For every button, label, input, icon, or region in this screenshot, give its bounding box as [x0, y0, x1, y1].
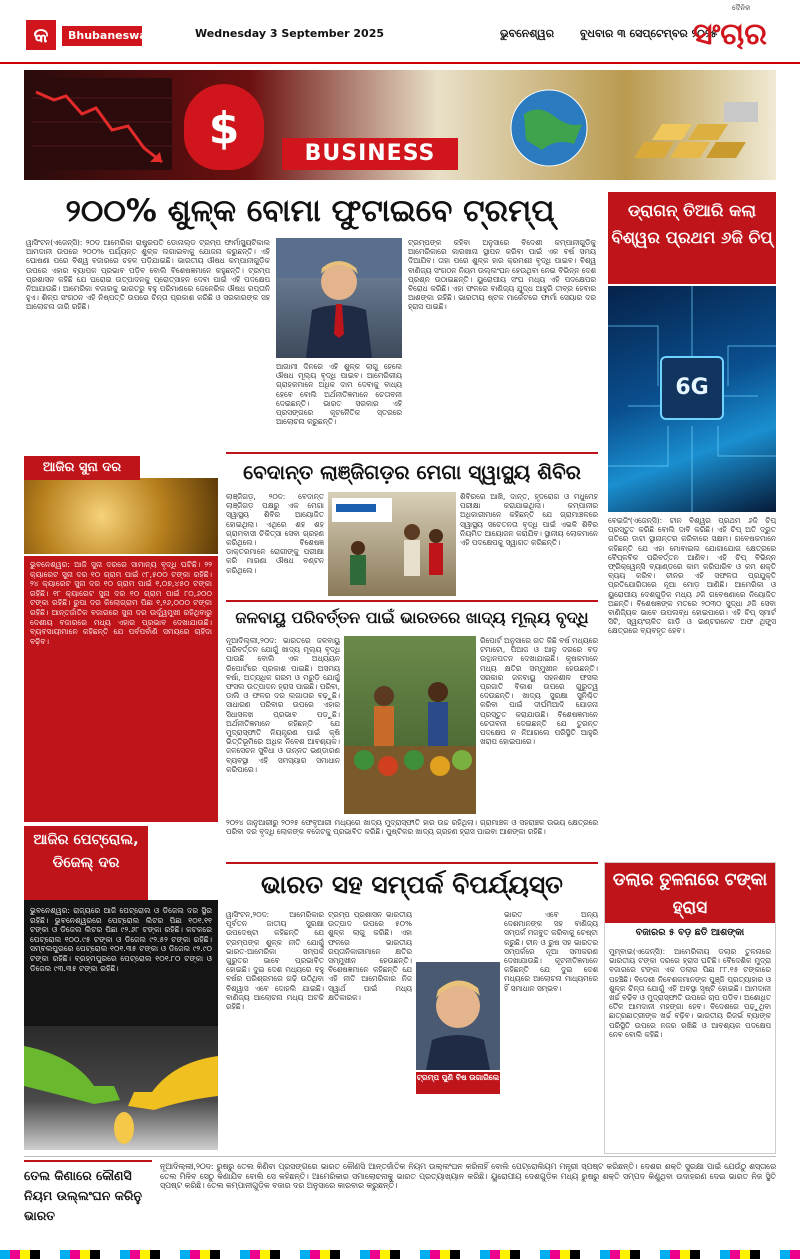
trump-portrait — [416, 962, 500, 1070]
dollar-subheadline: ବଜାରର ୫ ବଡ଼ ଛତି ଆଶଙ୍କା — [635, 927, 745, 938]
trump-caption: ଟ୍ରମ୍ପ ପୁଣି ବିଷ ଉଗାରିଲେ — [416, 1072, 500, 1094]
globe-icon — [494, 84, 604, 172]
masthead — [0, 0, 800, 64]
fuel-nozzle-photo — [24, 1026, 218, 1150]
lead-column-2: ଆଗାମୀ ଦିନରେ ଏହି ଶୁଳ୍କ ଲାଗୁ ହେଲେ ଔଷଧ ମୂଲ୍ୟ ବୃଦ୍ଧି ପାଇବ। ଆମେରିକୀୟ ଗ୍ରାହକମାନେ ଅଧିକ ଦାମ ଦେବାକୁ ବାଧ୍ୟ ହେବେ ବୋଲି ଅର୍ଥନୀତିଜ୍ଞମାନେ ଚେତାବନୀ ଦେଇଛନ୍ତି। ଭାରତ ସରକାର ଏହି ପ୍ରସଙ୍ଗରେ କୂଟନୈତିକ ସ୍ତରରେ ଆଲୋଚନା କରୁଛନ୍ତି। — [276, 362, 402, 427]
bottom-story: ନୂଆଦିଲ୍ଲୀ,୨୦ଦ: ରୁଷରୁ ତେଲ କିଣିବା ପ୍ରସଙ୍ଗରେ ଭାରତ କୌଣସି ଆନ୍ତର୍ଜାତିକ ନିୟମ ଉଲ୍ଲଂଘନ କରିନାହିଁ ବୋଲି ପେଟ୍ରୋଲିୟମ ମନ୍ତ୍ରୀ ସ୍ପଷ୍ଟ କରିଛନ୍ତି। ଦେଶର ଶକ୍ତି ସୁରକ୍ଷା ପାଇଁ ଯେଉଁଠୁ ଶସ୍ତାରେ ତେଲ ମିଳିବ ସେଠୁ କିଣାଯିବ ବୋଲି ସେ କହିଛନ୍ତି। ଆମେରିକାର ସମାଲୋଚନାକୁ ଭାରତ ପ୍ରତ୍ୟାଖ୍ୟାନ କରିଛି। ୟୁରୋପୀୟ ଦେଶଗୁଡ଼ିକ ମଧ୍ୟ ରୁଷରୁ ଶକ୍ତି ସମ୍ପଦ କିଣୁଥିବା ଉଦାହରଣ ଦେଇ ଭାରତ ନିଜ ସ୍ଥିତି ସ୍ପଷ୍ଟ କରିଛି। ତେଲ କମ୍ପାନୀଗୁଡ଼ିକ ବଜାର ଦର ଅନୁସାରେ କାରବାର କରୁଛନ୍ତି। — [160, 1162, 776, 1191]
gold-price-title: ଆଜିର ସୁନା ଦର — [24, 456, 140, 480]
health-camp-col-1: ଲାଞ୍ଜିଗଡ଼, ୨୦ଦ: ବେଦାନ୍ତ ଲାଞ୍ଜିଗଡ଼ ପକ୍ଷରୁ ଏକ ମେଗା ସ୍ୱାସ୍ଥ୍ୟ ଶିବିର ଆୟୋଜିତ ହୋଇଥିଲା। ଏଥିରେ ଶହ ଶହ ଗ୍ରାମବାସୀ ଚିକିତ୍ସା ସେବା ଗ୍ରହଣ କରିଥିଲେ। ବିଶେଷଜ୍ଞ ଡାକ୍ତରମାନେ ରୋଗୀଙ୍କୁ ପରୀକ୍ଷା କରି ମାଗଣା ଔଷଧ ବଣ୍ଟନ କରିଥିଲେ। — [226, 492, 324, 575]
relations-col-2: ଟ୍ରମ୍ପ ପ୍ରଶାସନ ଭାରତୀୟ ଉତ୍ପାଦ ଉପରେ ୫୦% ଶୁଳ୍କ ଲାଗୁ କରିଛି। ଏହା ଫଳରେ ଭାରତୀୟ ରପ୍ତାନିକାରୀମାନେ କ୍ଷତିର ସମ୍ମୁଖୀନ ହେଉଛନ୍ତି। ବିଶେଷଜ୍ଞମାନେ କହିଛନ୍ତି ଯେ ଏହି ନୀତି ଆମେରିକାର ନିଜ ସ୍ୱାର୍ଥ ପାଇଁ ମଧ୍ୟ କ୍ଷତିକାରକ। — [328, 910, 412, 1002]
chip-icon: 6G — [660, 356, 724, 420]
gold-bars-icon — [624, 98, 764, 172]
lead-headline: ୨୦୦% ଶୁଳ୍କ ବୋମା ଫୁଟାଇବେ ଟ୍ରମ୍ପ୍ — [65, 193, 555, 229]
banner-title: BUSINESS — [282, 138, 458, 170]
lead-column-3: ଟ୍ରମ୍ପଙ୍କ କହିବା ଅନୁସାରେ ବିଦେଶୀ କମ୍ପାନୀଗୁଡ଼ିକୁ ଆମେରିକାରେ କାରଖାନା ସ୍ଥାପନ କରିବା ପାଇଁ ଏକ ବର୍ଷ ସମୟ ଦିଆଯିବ। ତାହା ପରେ ଶୁଳ୍କ ହାର କ୍ରମଶଃ ବୃଦ୍ଧି ପାଇବ। ବିଶ୍ୱ ବାଣିଜ୍ୟ ସଂଗଠନ ନିୟମ ଉଲ୍ଲଂଘନ ହେଉଥିବା ନେଇ ବିଭିନ୍ନ ଦେଶ ପ୍ରଶ୍ନ ଉଠାଇଛନ୍ତି। ୟୁରୋପୀୟ ସଂଘ ମଧ୍ୟ ଏହି ପଦକ୍ଷେପର ବିରୋଧ କରିଛି। ଏହା ଫଳରେ ବାଣିଜ୍ୟ ଯୁଦ୍ଧ ଆହୁରି ତୀବ୍ର ହେବାର ଆଶଙ୍କା ରହିଛି। ଭାରତୀୟ ଷ୍ଟକ ମାର୍କେଟରେ ଫାର୍ମା ସେୟାର ଦର ହ୍ରାସ ପାଇଛି। — [408, 238, 596, 312]
health-camp-photo — [328, 492, 456, 596]
food-col-1: ନୂଆଦିଲ୍ଲୀ,୨୦ଦ: ଭାରତରେ ଜଳବାୟୁ ପରିବର୍ତ୍ତନ ଯୋଗୁଁ ଖାଦ୍ୟ ମୂଲ୍ୟ ବୃଦ୍ଧି ପାଉଛି ବୋଲି ଏକ ଅଧ୍ୟୟନ ରିପୋର୍ଟରେ ପ୍ରକାଶ ପାଇଛି। ଅସମୟ ବର୍ଷା, ଅତ୍ୟଧିକ ଗରମ ଓ ମରୁଡ଼ି ଯୋଗୁଁ ଫସଲ ଉତ୍ପାଦନ ହ୍ରାସ ପାଇଛି। ପରିବା, ଡାଲି ଓ ଫଳର ଦର ଲଗାତାର ବଢ଼ୁଛି। ସାଧାରଣ ପରିବାର ଉପରେ ଏହାର ସିଧାସଳଖ ପ୍ରଭାବ ପଡ଼ୁଛି। ଅର୍ଥନୀତିଜ୍ଞମାନେ କହିଛନ୍ତି ଯେ ମୁଦ୍ରାସ୍ଫୀତି ନିୟନ୍ତ୍ରଣ ପାଇଁ କୃଷି ଭିତ୍ତିଭୂମିରେ ଅଧିକ ନିବେଶ ଆବଶ୍ୟକ। ଜଳସେଚନ ସୁବିଧା ଓ ଉନ୍ନତ ଭଣ୍ଡାରଣ ବ୍ୟବସ୍ଥା ଏହି ସମସ୍ୟାର ସମାଧାନ କରିପାରେ। — [226, 636, 340, 774]
dollar-box — [604, 862, 776, 1154]
fuel-price-title: ଆଜିର ପେଟ୍ରୋଲ, ଡିଜେଲ୍ ଦର — [24, 826, 148, 900]
health-camp-headline: ବେଦାନ୍ତ ଲାଞ୍ଜିଗଡ଼ର ମେଗା ସ୍ୱାସ୍ଥ୍ୟ ଶିବିର — [243, 460, 581, 484]
chip-headline: ଡ୍ରାଗନ୍ ତିଆରି କଲା ବିଶ୍ୱର ପ୍ରଥମ ୬ଜି ଚିପ୍ — [608, 192, 776, 284]
date-or: ବୁଧବାର ୩ ସେପ୍ଟେମ୍ବର ୨୦୨୫ — [580, 27, 718, 40]
chip-story: ବେଇଜିଂ(ଏଜେନ୍ସି): ଚୀନ ବିଶ୍ୱର ପ୍ରଥମ ୬ଜି ଚିପ୍ ପ୍ରସ୍ତୁତ କରିଛି ବୋଲି ଦାବି କରିଛି। ଏହି ଚିପ୍ ଅତି ଦ୍ରୁତ ଗତିରେ ଡାଟା ସ୍ଥାନାନ୍ତର କରିବାରେ ସକ୍ଷମ। ଗବେଷକମାନେ କହିଛନ୍ତି ଯେ ଏହା ମୋବାଇଲ ଯୋଗାଯୋଗ କ୍ଷେତ୍ରରେ ବୈପ୍ଳବିକ ପରିବର୍ତ୍ତନ ଆଣିବ। ଏହି ଚିପ୍ ବିଭିନ୍ନ ଫ୍ରିକ୍ୱେନ୍ସି ବ୍ୟାଣ୍ଡରେ କାମ କରିପାରିବ ଓ କମ ଶକ୍ତି ବ୍ୟୟ କରିବ। ଚୀନର ଏହି ସଫଳତା ପ୍ରଯୁକ୍ତି ପ୍ରତିଯୋଗିତାରେ ନୂଆ ମୋଡ଼ ଆଣିଛି। ଆମେରିକା ଓ ୟୁରୋପୀୟ ଦେଶଗୁଡ଼ିକ ମଧ୍ୟ ୬ଜି ଗବେଷଣାରେ ନିୟୋଜିତ ଅଛନ୍ତି। ବିଶେଷଜ୍ଞଙ୍କ ମତରେ ୨୦୩୦ ସୁଦ୍ଧା ୬ଜି ସେବା ବାଣିଜ୍ୟିକ ଭାବେ ଉପଲବ୍ଧ ହୋଇପାରେ। ଏହି ଚିପ୍ ସ୍ମାର୍ଟ ସିଟି, ସ୍ୱୟଂଚାଳିତ ଗାଡ଼ି ଓ ଇଣ୍ଟରନେଟ ଅଫ ଥିଙ୍ଗ୍ସ କ୍ଷେତ୍ରରେ ବ୍ୟବହୃତ ହେବ। — [608, 516, 776, 636]
gold-jewellery-photo — [24, 478, 218, 554]
health-camp-col-3: ଶିବିରରେ ଆଖି, ଦାନ୍ତ, ହୃଦରୋଗ ଓ ମଧୁମେହ ପରୀକ୍ଷା କରାଯାଇଥିଲା। କମ୍ପାନୀର ଅଧିକାରୀମାନେ କହିଛନ୍ତି ଯେ ଗ୍ରାମାଞ୍ଚଳରେ ସ୍ୱାସ୍ଥ୍ୟ ସଚେତନତା ବୃଦ୍ଧି ପାଇଁ ଏଭଳି ଶିବିର ନିୟମିତ ଆୟୋଜନ କରାଯିବ। ସ୍ଥାନୀୟ ଲୋକମାନେ ଏହି ପଦକ୍ଷେପକୁ ସ୍ୱାଗତ କରିଛନ୍ତି। — [460, 492, 598, 548]
falling-graph-icon — [32, 78, 172, 170]
fuel-nozzle-icon — [24, 1026, 218, 1150]
logo-icon: କ — [26, 20, 56, 50]
divider — [226, 600, 598, 602]
date-en: Wednesday 3 September 2025 — [195, 27, 384, 40]
vegetable-market-photo-icon — [344, 636, 476, 814]
bottom-headline: ତେଲ କିଣାରେ କୌଣସି ନିୟମ ଉଲ୍ଲଂଘନ କରିନୁ ଭାରତ — [24, 1160, 152, 1246]
divider — [24, 1156, 776, 1157]
brand-tag: ଦୈନିକ — [732, 4, 751, 12]
print-color-bar — [0, 1250, 800, 1259]
business-banner — [24, 70, 776, 180]
money-bag-icon: $ — [184, 84, 264, 170]
dollar-story: ମୁମ୍ବାଇ(ଏଜେନ୍ସି): ଆମେରିକୀୟ ଡଲାର ତୁଳନାରେ ଭାରତୀୟ ଟଙ୍କା ଦରରେ ହ୍ରାସ ଘଟିଛି। ବୈଦେଶିକ ମୁଦ୍ରା ବଜାରରେ ଟଙ୍କା ଏକ ଡଲାର ପିଛା ୮୮.୧୫ ଟଙ୍କାରେ ପହଞ୍ଚିଛି। ବିଦେଶୀ ନିବେଶକମାନଙ୍କ ପୁଞ୍ଜି ପ୍ରତ୍ୟାହାର ଓ ଶୁଳ୍କ ଚିନ୍ତା ଯୋଗୁଁ ଏହି ଅବସ୍ଥା ସୃଷ୍ଟି ହୋଇଛି। ଆମଦାନୀ ଖର୍ଚ୍ଚ ବଢ଼ିବ ଓ ମୁଦ୍ରାସ୍ଫୀତି ଉପରେ ଚାପ ପଡ଼ିବ। ଅଶୋଧିତ ତୈଳ ଆମଦାନୀ ମହଙ୍ଗା ହେବ। ବିଦେଶରେ ପଢ଼ୁଥିବା ଛାତ୍ରଛାତ୍ରୀଙ୍କ ଖର୍ଚ୍ଚ ବଢ଼ିବ। ଭାରତୀୟ ରିଜର୍ଭ ବ୍ୟାଙ୍କ ପରିସ୍ଥିତି ଉପରେ ନଜର ରଖିଛି ଓ ଆବଶ୍ୟକ ପଦକ୍ଷେପ ନେବ ବୋଲି କହିଛି। — [609, 947, 771, 1039]
lead-column-1: ୱାସିଂଟନ(ଏଜେନ୍ସି): ୨୦ଦ ଆମେରିକା ରାଷ୍ଟ୍ରପତି ଡୋନାଲ୍ଡ ଟ୍ରମ୍ପ ଫାର୍ମାସ୍ୟୁଟିକାଲ ଆମଦାନୀ ଉପରେ ୨୦୦% ପର୍ଯ୍ୟନ୍ତ ଶୁଳ୍କ ଲଗାଇବାକୁ ଯୋଜନା କରୁଛନ୍ତି। ଏହି ଘୋଷଣା ପରେ ବିଶ୍ୱ ବଜାରରେ ଚହଳ ପଡ଼ିଯାଇଛି। ଭାରତୀୟ ଔଷଧ କମ୍ପାନୀଗୁଡ଼ିକ ଉପରେ ଏହାର ବ୍ୟାପକ ପ୍ରଭାବ ପଡ଼ିବ ବୋଲି ବିଶେଷଜ୍ଞମାନେ କହୁଛନ୍ତି। ଟ୍ରମ୍ପ ପ୍ରଶାସନ କହିଛି ଯେ ଘରୋଇ ଉତ୍ପାଦନକୁ ପ୍ରୋତ୍ସାହନ ଦେବା ପାଇଁ ଏହି ପଦକ୍ଷେପ ନିଆଯାଉଛି। ଆମେରିକା ବଜାରକୁ ଭାରତରୁ ବହୁ ପରିମାଣରେ ଜେନେରିକ ଔଷଧ ରପ୍ତାନି ହୁଏ। ଶିଳ୍ପ ସଂଗଠନ ଏହି ନିଷ୍ପତ୍ତି ଉପରେ ଚିନ୍ତା ପ୍ରକାଶ କରିଛି ଓ ସରକାରଙ୍କ ସହ ଆଲୋଚନା ଜାରି ରହିଛି। — [26, 238, 270, 312]
trump-photo — [276, 238, 402, 358]
divider — [226, 452, 598, 454]
vegetable-market-photo — [344, 636, 476, 814]
fuel-price-text: ଭୁବନେଶ୍ୱର: ରାଜ୍ୟରେ ଆଜି ପେଟ୍ରୋଲ ଓ ଡିଜେଲ ଦର ସ୍ଥିର ରହିଛି। ଭୁବନେଶ୍ୱରରେ ପେଟ୍ରୋଲ ଲିଟର ପିଛା ୧୦୧.୧୧ ଟଙ୍କା ଓ ଡିଜେଲ ଲିଟର ପିଛା ୯୨.୬୮ ଟଙ୍କା ରହିଛି। କଟକରେ ପେଟ୍ରୋଲ ୧୦୦.୯୫ ଟଙ୍କା ଓ ଡିଜେଲ ୯୨.୫୨ ଟଙ୍କା ରହିଛି। ସମ୍ବଲପୁରରେ ପେଟ୍ରୋଲ ୧୦୧.୩୫ ଟଙ୍କା ଓ ଡିଜେଲ ୯୨.୯୦ ଟଙ୍କା ରହିଛି। ବ୍ରହ୍ମପୁରରେ ପେଟ୍ରୋଲ ୧୦୧.୮୦ ଟଙ୍କା ଓ ଡିଜେଲ ୯୩.୩୫ ଟଙ୍କା ରହିଛି। — [24, 900, 218, 1026]
health-camp-photo-icon — [328, 492, 456, 596]
trump-portrait-icon — [416, 962, 500, 1070]
relations-col-3: ଭାରତ ଏବେ ଅନ୍ୟ ଦେଶମାନଙ୍କ ସହ ବାଣିଜ୍ୟ ସମ୍ପର୍କ ମଜବୁତ କରିବାକୁ ଚେଷ୍ଟା କରୁଛି। ଚୀନ ଓ ରୁଷ ସହ ଭାରତର ସମ୍ପର୍କରେ ନୂଆ ସମୀକରଣ ଦେଖାଯାଉଛି। କୂଟନୀତିଜ୍ଞମାନେ କହିଛନ୍ତି ଯେ ଦୁଇ ଦେଶ ମଧ୍ୟରେ ଆଲୋଚନା ମାଧ୍ୟମରେ ହିଁ ସମାଧାନ ସମ୍ଭବ। — [504, 910, 598, 993]
city-label-or: ଭୁବନେଶ୍ୱର — [500, 27, 555, 40]
food-col-3: ରିପୋର୍ଟ ଅନୁସାରେ ଗତ କିଛି ବର୍ଷ ମଧ୍ୟରେ ଟମାଟୋ, ପିଆଜ ଓ ଆଳୁ ଦରରେ ବଡ଼ ଉତ୍ଥାନପତନ ଦେଖାଯାଇଛି। କୃଷକମାନେ ମଧ୍ୟ କ୍ଷତିର ସମ୍ମୁଖୀନ ହେଉଛନ୍ତି। ସରକାର ଜଳବାୟୁ ସହନଶୀଳ ଫସଲ ପ୍ରଜାତି ବିକାଶ ଉପରେ ଗୁରୁତ୍ୱ ଦେଉଛନ୍ତି। ଖାଦ୍ୟ ସୁରକ୍ଷା ସୁନିଶ୍ଚିତ କରିବା ପାଇଁ ଦୀର୍ଘମିଆଦି ଯୋଜନା ପ୍ରସ୍ତୁତ କରାଯାଉଛି। ବିଶେଷଜ୍ଞମାନେ ଚେତାବନୀ ଦେଇଛନ୍ତି ଯେ ତୁରନ୍ତ ପଦକ୍ଷେପ ନ ନିଆଗଲେ ପରିସ୍ଥିତି ଆହୁରି ଖରାପ ହୋଇପାରେ। — [480, 636, 598, 747]
newspaper-logo: ସଂଚାର — [693, 17, 767, 52]
gold-price-text: ଭୁବନେଶ୍ୱର: ଆଜି ସୁନା ଦରରେ ସାମାନ୍ୟ ବୃଦ୍ଧି ଘଟିଛି। ୨୨ କ୍ୟାରେଟ ସୁନା ଦର ୧୦ ଗ୍ରାମ ପାଇଁ ୯୮,୫୦୦ ଟଙ୍କା ରହିଛି। ୨୪ କ୍ୟାରେଟ ସୁନା ଦର ୧୦ ଗ୍ରାମ ପାଇଁ ୧,୦୭,୪୫୦ ଟଙ୍କା ରହିଛି। ୧୮ କ୍ୟାରେଟ ସୁନା ଦର ୧୦ ଗ୍ରାମ ପାଇଁ ୮୦,୬୦୦ ଟଙ୍କା ରହିଛି। ରୁପା ଦର କିଲୋଗ୍ରାମ ପିଛା ୧,୨୬,୦୦୦ ଟଙ୍କା ରହିଛି। ଆନ୍ତର୍ଜାତିକ ବଜାରରେ ସୁନା ଦର ଉର୍ଦ୍ଧ୍ୱମୁଖୀ ରହିଥିବାରୁ ଦେଶୀୟ ବଜାରରେ ମଧ୍ୟ ଏହାର ପ୍ରଭାବ ଦେଖାଯାଉଛି। ବ୍ୟବସାୟୀମାନେ କହିଛନ୍ତି ଯେ ପର୍ବପର୍ବାଣି ସମୟରେ ଚାହିଦା ବଢ଼ିବ। — [24, 556, 218, 822]
trump-photo-icon — [276, 238, 402, 358]
food-price-headline: ଜଳବାୟୁ ପରିବର୍ତ୍ତନ ପାଇଁ ଭାରତରେ ଖାଦ୍ୟ ମୂଲ୍ୟ ବୃଦ୍ଧି — [235, 608, 589, 627]
relations-headline: ଭାରତ ସହ ସମ୍ପର୍କ ବିପର୍ଯ୍ୟସ୍ତ — [260, 870, 563, 899]
dollar-headline: ଡଲାର ତୁଳନାରେ ଟଙ୍କା ହ୍ରାସ — [605, 863, 775, 923]
city-label-en: Bhubaneswar — [62, 26, 142, 46]
relations-col-1: ୱାସିଂଟନ,୨୦ଦ: ଆମେରିକାର ପୂର୍ବତନ ଜାତୀୟ ସୁରକ୍ଷା ଉପଦେଷ୍ଟା କହିଛନ୍ତି ଯେ ଟ୍ରମ୍ପଙ୍କ ଶୁଳ୍କ ନୀତି ଯୋଗୁଁ ଭାରତ-ଆମେରିକା ସମ୍ପର୍କ ଗୁରୁତର ଭାବେ ପ୍ରଭାବିତ ହୋଇଛି। ଦୁଇ ଦେଶ ମଧ୍ୟରେ ବହୁ ବର୍ଷର ପରିଶ୍ରମରେ ଗଢ଼ି ଉଠିଥିବା ବିଶ୍ୱାସ ଏବେ ଦୋହଲି ଯାଇଛି। ବାଣିଜ୍ୟ ଆଲୋଚନା ମଧ୍ୟ ଅଟକି ରହିଛି। — [226, 910, 324, 1012]
food-bottom-text: ୨୦୨୪ ଜାନୁଆରୀରୁ ୨୦୨୫ ଫେବୃଆରୀ ମଧ୍ୟରେ ଖାଦ୍ୟ ମୁଦ୍ରାସ୍ଫୀତି ହାର ଉଚ୍ଚ ରହିଥିଲା। ଗ୍ରାମାଞ୍ଚଳ ଓ ସହରାଞ୍ଚଳ ଉଭୟ କ୍ଷେତ୍ରରେ ପରିବା ଦର ବୃଦ୍ଧି ଲୋକଙ୍କ ବଜେଟକୁ ପ୍ରଭାବିତ କରିଛି। ପୁଷ୍ଟିକର ଖାଦ୍ୟ ଗ୍ରହଣ ହ୍ରାସ ପାଇବା ଆଶଙ୍କା ରହିଛି। — [226, 818, 598, 837]
chip-image — [608, 286, 776, 512]
